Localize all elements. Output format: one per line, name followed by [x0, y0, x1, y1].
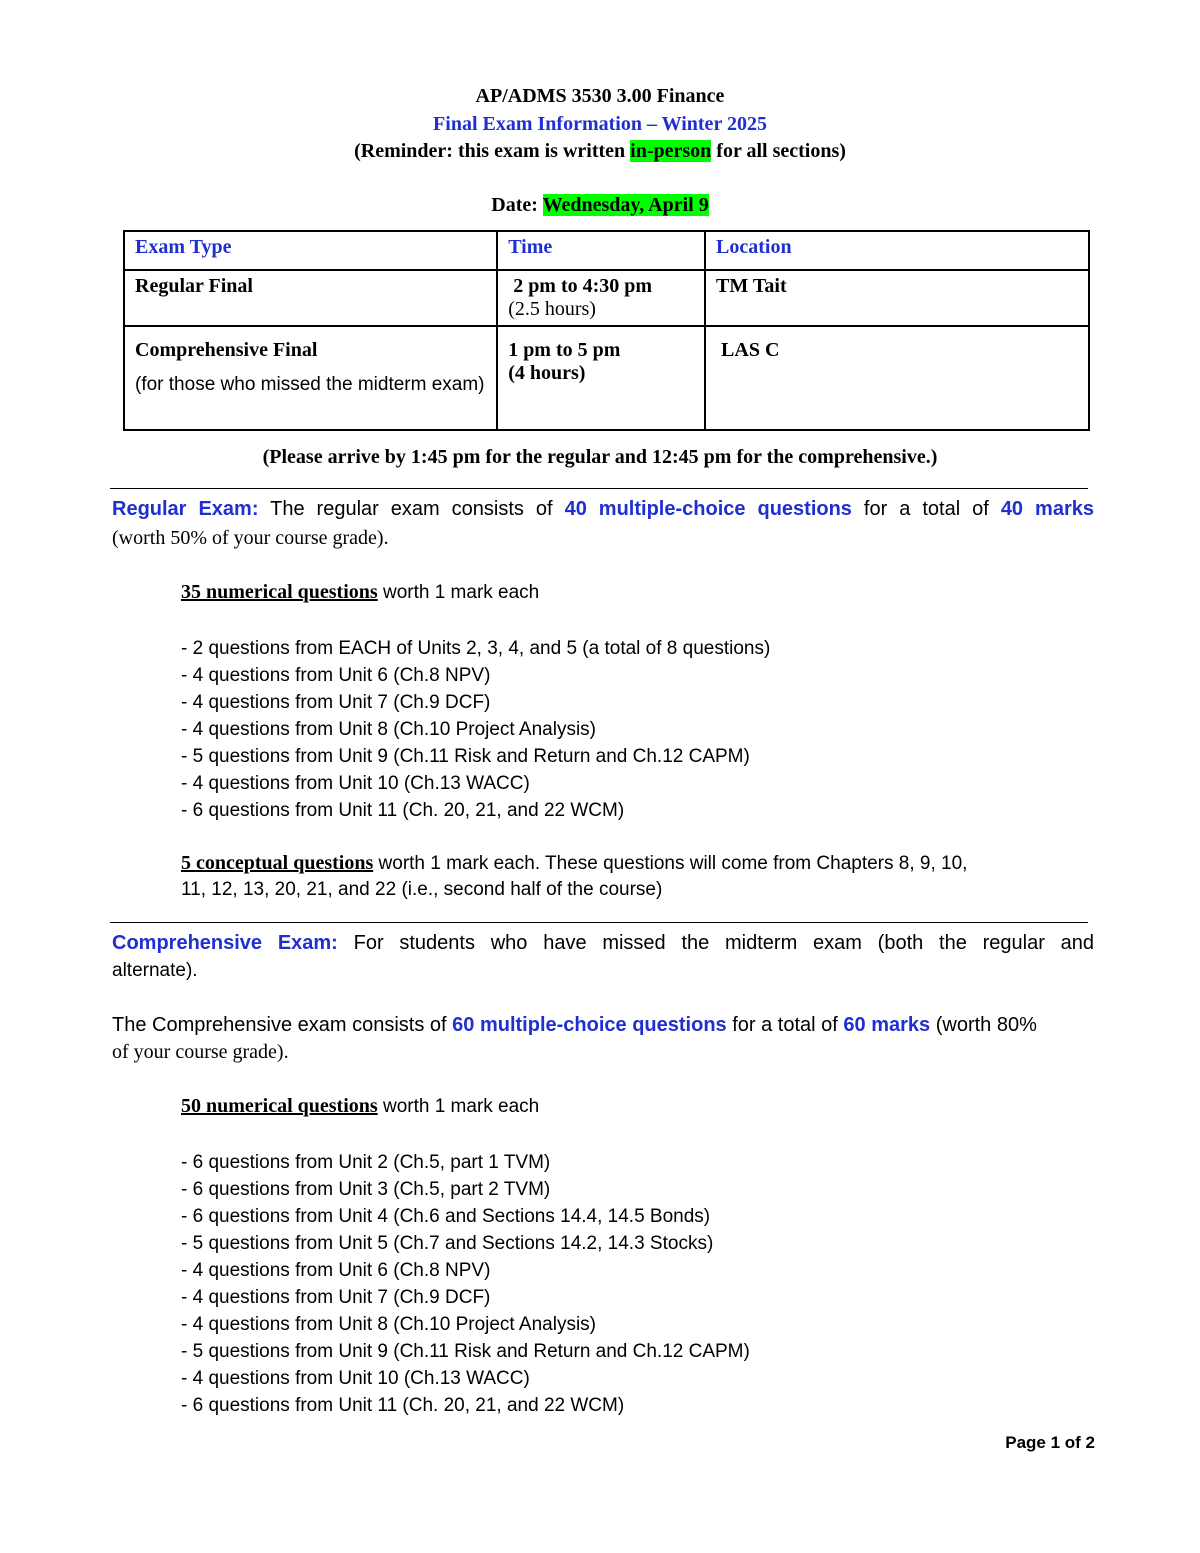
- exam-subtitle: Final Exam Information – Winter 2025: [433, 113, 767, 135]
- comprehensive-question-count: 60 multiple-choice questions: [452, 1014, 727, 1036]
- header-exam-type: Exam Type: [124, 231, 497, 270]
- regular-numerical-heading: [181, 581, 539, 604]
- comprehensive-text: for a total of: [726, 1014, 844, 1036]
- location-cell: LAS C: [705, 326, 1089, 430]
- time-range: 2 pm to 4:30 pm: [508, 275, 653, 297]
- regular-exam-label: Regular Exam:: [112, 498, 259, 520]
- list-item: - 4 questions from Unit 7 (Ch.9 DCF): [181, 1287, 491, 1308]
- list-item: - 6 questions from Unit 11 (Ch. 20, 21, and 22 WCM): [181, 800, 625, 821]
- regular-text: for a total of: [851, 498, 1001, 520]
- location-cell: TM Tait: [705, 270, 1089, 326]
- time-range: 1 pm to 5 pm: [508, 339, 621, 361]
- list-item: - 5 questions from Unit 9 (Ch.11 Risk and Return and Ch.12 CAPM): [181, 1341, 750, 1362]
- exam-type-name: Comprehensive Final: [135, 339, 318, 361]
- course-title: AP/ADMS 3530 3.00 Finance: [475, 85, 725, 107]
- comprehensive-exam-paragraph: [112, 932, 1094, 955]
- list-item: - 4 questions from Unit 7 (Ch.9 DCF): [181, 692, 491, 713]
- comprehensive-text-line2: alternate).: [112, 960, 198, 981]
- section-divider: [110, 488, 1088, 489]
- table-header-row: [124, 231, 1089, 270]
- list-item: - 5 questions from Unit 5 (Ch.7 and Sections 14.2, 14.3 Stocks): [181, 1233, 714, 1254]
- comprehensive-text: (worth 80%: [930, 1014, 1037, 1036]
- list-item: - 6 questions from Unit 3 (Ch.5, part 2 TVM): [181, 1179, 551, 1200]
- table-row: [124, 270, 1089, 326]
- comprehensive-exam-label: Comprehensive Exam:: [112, 932, 338, 954]
- time-cell: [497, 270, 705, 326]
- conceptual-heading-label: 5 conceptual questions: [181, 852, 374, 874]
- reminder-text-end: for all sections): [711, 140, 846, 162]
- numerical-heading-tail: worth 1 mark each: [377, 1096, 540, 1117]
- regular-numerical-list: [181, 635, 770, 824]
- reminder-highlight: in-person: [630, 140, 712, 162]
- numerical-heading-label: 50 numerical questions: [181, 1095, 378, 1117]
- list-item: - 6 questions from Unit 11 (Ch. 20, 21, and 22 WCM): [181, 1395, 625, 1416]
- exam-type-note: (for those who missed the midterm exam): [135, 374, 485, 395]
- comprehensive-numerical-list: [181, 1149, 750, 1419]
- time-cell: [497, 326, 705, 430]
- reminder-line: [0, 140, 1200, 163]
- conceptual-chapters-line: 11, 12, 13, 20, 21, and 22 (i.e., second half of the course): [181, 879, 663, 900]
- regular-conceptual-heading: [181, 852, 967, 875]
- list-item: - 6 questions from Unit 2 (Ch.5, part 1 TVM): [181, 1152, 551, 1173]
- comprehensive-weight-line: of your course grade).: [112, 1041, 289, 1063]
- list-item: - 6 questions from Unit 4 (Ch.6 and Sections 14.4, 14.5 Bonds): [181, 1206, 711, 1227]
- exam-schedule-table: [123, 230, 1090, 431]
- reminder-text: (Reminder: this exam is written: [354, 140, 631, 162]
- list-item: - 4 questions from Unit 10 (Ch.13 WACC): [181, 773, 530, 794]
- regular-marks: 40 marks: [1000, 498, 1094, 520]
- comprehensive-marks: 60 marks: [843, 1014, 931, 1036]
- list-item: - 4 questions from Unit 6 (Ch.8 NPV): [181, 665, 491, 686]
- table-row: [124, 326, 1089, 430]
- list-item: - 4 questions from Unit 10 (Ch.13 WACC): [181, 1368, 530, 1389]
- list-item: - 4 questions from Unit 6 (Ch.8 NPV): [181, 1260, 491, 1281]
- date-value: Wednesday, April 9: [542, 194, 709, 216]
- comprehensive-numerical-heading: [181, 1095, 539, 1118]
- regular-question-count: 40 multiple-choice questions: [564, 498, 852, 520]
- header-location: Location: [705, 231, 1089, 270]
- regular-weight-line: (worth 50% of your course grade).: [112, 527, 389, 549]
- time-duration: (4 hours): [508, 362, 586, 384]
- conceptual-heading-tail: worth 1 mark each. These questions will come from Chapters 8, 9, 10,: [373, 853, 968, 874]
- arrival-note: (Please arrive by 1:45 pm for the regular and 12:45 pm for the comprehensive.): [262, 446, 938, 468]
- date-label: Date:: [491, 194, 543, 216]
- comprehensive-text: The Comprehensive exam consists of: [112, 1014, 453, 1036]
- numerical-heading-label: 35 numerical questions: [181, 581, 378, 603]
- list-item: - 2 questions from EACH of Units 2, 3, 4, and 5 (a total of 8 questions): [181, 638, 771, 659]
- exam-type-cell: Regular Final: [124, 270, 497, 326]
- exam-date-line: [0, 194, 1200, 217]
- exam-type-cell: [124, 326, 497, 430]
- regular-text: The regular exam consists of: [258, 498, 565, 520]
- list-item: - 5 questions from Unit 9 (Ch.11 Risk and Return and Ch.12 CAPM): [181, 746, 750, 767]
- header-time: Time: [497, 231, 705, 270]
- numerical-heading-tail: worth 1 mark each: [377, 582, 540, 603]
- time-duration: (2.5 hours): [508, 298, 596, 320]
- section-divider: [110, 922, 1088, 923]
- comprehensive-text: For students who have missed the midterm exam (both the regular and: [337, 932, 1094, 954]
- list-item: - 4 questions from Unit 8 (Ch.10 Project Analysis): [181, 1314, 597, 1335]
- regular-exam-paragraph: [112, 498, 1094, 521]
- list-item: - 4 questions from Unit 8 (Ch.10 Project Analysis): [181, 719, 597, 740]
- comprehensive-summary: [112, 1014, 1037, 1037]
- page-number: Page 1 of 2: [1005, 1433, 1095, 1452]
